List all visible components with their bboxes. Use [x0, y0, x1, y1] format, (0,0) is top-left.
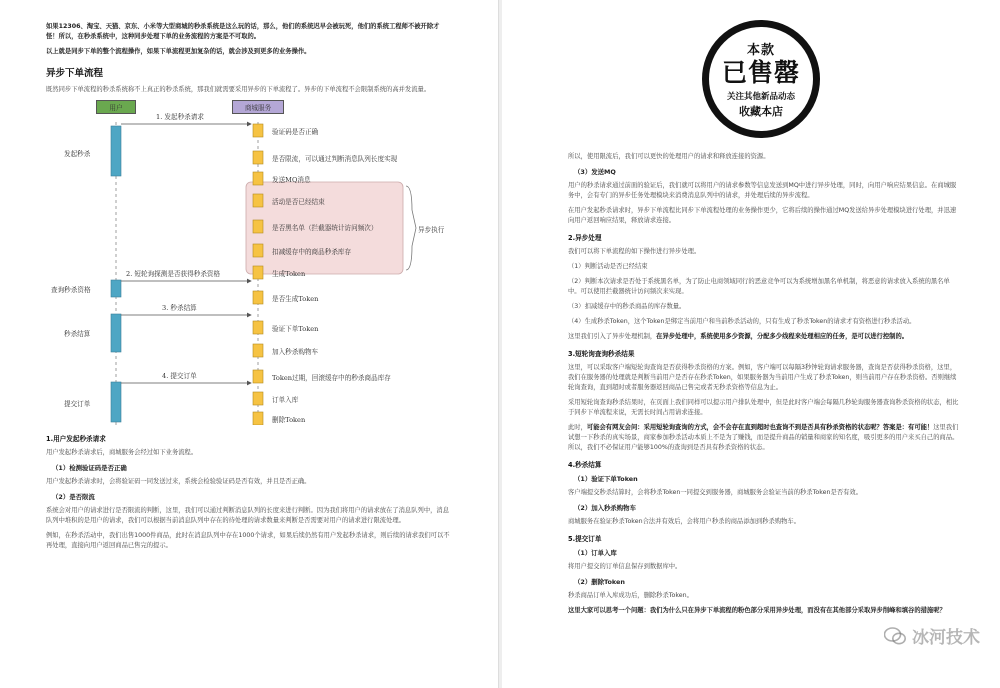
s1-title: 1.用户发起秒杀请求	[46, 435, 106, 443]
service-step-box	[253, 291, 263, 304]
service-step-box	[253, 220, 263, 233]
stamp-line-2: 已售罄	[721, 58, 800, 87]
s5-1-paragraph: 将用户提交的订单信息保存到数据库中。	[568, 563, 682, 570]
s2-note-b: 在异步处理中，系统使用多少资源，分配多少线程来处理相应的任务，是可以进行控制的。	[656, 333, 909, 340]
service-step-box	[253, 151, 263, 164]
service-step-label: 是否生成Token	[272, 295, 319, 303]
s3-paragraph-2: 采用短轮询查询秒杀结果时，在页面上我们同样可以提示用户排队处理中，但是此时客户端会每隔几秒轮询服务器查询秒杀资格的状态，相比于同步下单流程来说，无需长时间占用请求连接。	[568, 399, 959, 416]
stamp-line-1: 本款	[746, 43, 775, 58]
s5-2-title: （2）删除Token	[574, 578, 625, 586]
left-label-4: 提交订单	[64, 400, 91, 408]
intro-paragraph-2: 以上就是同步下单的整个流程操作，如果下单流程更加复杂的话，就会涉及到更多的业务操作。	[46, 48, 311, 55]
s4-2-paragraph: 商城服务在验证秒杀Token合法并有效后，会将用户秒杀的商品添加到秒杀购物车。	[568, 518, 801, 525]
msg-label-3: 3. 秒杀结算	[162, 304, 197, 312]
wechat-icon	[884, 627, 906, 645]
s5-1-title: （1）订单入库	[574, 549, 617, 557]
sequence-diagram	[46, 100, 446, 425]
s3-title: 3.短轮询查询秒杀结果	[568, 350, 635, 358]
watermark	[884, 623, 980, 648]
service-step-label: 发送MQ消息	[272, 176, 311, 184]
s1-2-paragraph-1: 系统会对用户的请求进行是否限流的判断，这里，我们可以通过判断消息队列的长度来进行判断。因为我们将用户的请求放在了消息队列中，消息队列中堆积的是用户的请求，我们可以根据当前消息队列中存在的待处理的请求数量来判断是否需要对用户的请求进行限流处理。	[46, 507, 449, 524]
service-step-box	[253, 392, 263, 405]
s4-1-title: （1）验证下单Token	[574, 475, 638, 483]
service-step-label: 是否限流，可以通过判断消息队列长度实现	[272, 155, 398, 163]
service-step-box	[253, 266, 263, 279]
user-activation-bar	[111, 314, 121, 352]
service-step-box	[253, 172, 263, 185]
s2-title: 2.异步处理	[568, 234, 602, 242]
left-label-3: 秒杀结算	[64, 330, 91, 338]
service-step-label: 扣减缓存中的商品秒杀库存	[272, 248, 352, 256]
r-p0: 所以，使用限流后，我们可以更快的处理用户的请求和释放连接的资源。	[568, 153, 770, 160]
service-step-box	[253, 344, 263, 357]
right-page	[502, 0, 1000, 688]
service-step-box	[253, 412, 263, 425]
stamp-line-4: 收藏本店	[739, 105, 783, 118]
left-label-2: 查询秒杀资格	[51, 286, 91, 294]
section-paragraph: 既然同步下单流程的秒杀系统称不上真正的秒杀系统，那我们就需要采用异步的下单流程了。异步的下单流程不会限制系统的高并发流量。	[46, 86, 431, 93]
service-step-box	[253, 244, 263, 257]
service-step-box	[253, 370, 263, 383]
service-step-label: Token过期，回滚缓存中的秒杀商品库存	[272, 374, 391, 382]
s3-paragraph-3	[568, 423, 960, 453]
msg-label-4: 4. 提交订单	[162, 372, 197, 380]
s2-note-a: 这里我们引入了异步处理机制，	[568, 333, 657, 340]
service-step-label: 是否黑名单（拦截器统计访问频次）	[272, 224, 378, 232]
section-title: 异步下单流程	[46, 68, 104, 79]
left-label-1: 发起秒杀	[64, 150, 91, 158]
user-activation-bar	[111, 126, 121, 176]
service-step-label: 活动是否已经结束	[272, 198, 325, 206]
mq-paragraph-1: 用户的秒杀请求通过前面的验证后，我们就可以将用户的请求参数等信息发送到MQ中进行异步处理，同时，向用户响应结果信息。在商城服务中，会有专门的异步任务处理模块来消费消息队列中的请求，并处理后续的异步流程。	[568, 182, 957, 199]
s1-1-paragraph: 用户发起秒杀请求时，会将验证码一同发送过来，系统会检验验证码是否有效，并且是否正确。	[46, 478, 311, 485]
s1-paragraph: 用户发起秒杀请求后，商城服务会经过如下业务流程。	[46, 449, 198, 456]
service-step-label: 加入秒杀购物车	[272, 348, 319, 356]
s4-title: 4.秒杀结算	[568, 461, 602, 469]
user-activation-bar	[111, 382, 121, 422]
s1-2-title: （2）是否限流	[52, 493, 95, 501]
async-label: 异步执行	[418, 226, 445, 234]
s2-paragraph: 我们可以将下单流程的如下操作进行异步处理。	[568, 248, 701, 255]
s4-2-title: （2）加入秒杀购物车	[574, 504, 636, 512]
s2-note	[568, 332, 960, 342]
s2-item-3: （3）扣减缓存中的秒杀商品的库存数量。	[568, 303, 686, 310]
s5-2-paragraph: 秒杀商品订单入库成功后，删除秒杀Token。	[568, 592, 693, 599]
stamp-line-3: 关注其他新品动态	[726, 92, 795, 102]
s4-1-paragraph: 客户端提交秒杀结算时，会将秒杀Token一同提交到服务器，商城服务会验证当前的秒杀Token是否有效。	[568, 489, 863, 496]
intro-paragraph-1: 如果12306、淘宝、天猫、京东、小米等大型商城的秒杀系统是这么玩的话，那么，他们的系统迟早会被玩死，他们的系统工程师不被开除才怪！所以，在秒杀系统中，这种同步处理下单的业务流程的方案是不可取的。	[46, 23, 440, 40]
s1-1-title: （1）检测验证码是否正确	[52, 464, 127, 472]
s3-p3-a: 此时，	[568, 424, 587, 431]
service-step-label: 验证下单Token	[272, 325, 319, 333]
s1-2-paragraph-2: 例如，在秒杀活动中，我们出售1000件商品，此时在消息队列中存在1000个请求，如果后续仍然有用户发起秒杀请求，则后续的请求我们可以不再处理，直接向用户返回商品已售完的提示。	[46, 532, 450, 549]
mq-paragraph-2: 在用户发起秒杀请求时，异步下单流程比同步下单流程处理的业务操作更少，它将后续的操作通过MQ发送给异步处理模块进行处理，并迅速向用户返回响应结果，释放请求连接。	[568, 207, 957, 224]
s2-item-2: （2）判断本次请求是否处于系统黑名单，为了防止电商领域同行的恶意竞争可以为系统增加黑名单机制，将恶意的请求放入系统的黑名单中。可以使用拦截器统计访问频次来实现。	[568, 278, 950, 295]
service-step-box	[253, 321, 263, 334]
s2-item-4: （4）生成秒杀Token，这个Token是绑定当前用户和当前秒杀活动的，只有生成了秒杀Token的请求才有资格进行秒杀活动。	[568, 318, 916, 325]
s3-p3-b: 可能会有网友会问：采用短轮询查询的方式，会不会存在直到超时也查询不到是否具有秒杀资格的状态呢？答案是：有可能！	[586, 424, 934, 431]
msg-label-1: 1. 发起秒杀请求	[156, 113, 204, 121]
user-activation-bar	[111, 280, 121, 297]
service-step-label: 订单入库	[272, 396, 299, 404]
s5-title: 5.提交订单	[568, 535, 602, 543]
sold-out-stamp	[702, 20, 820, 138]
async-brace	[406, 186, 416, 270]
s5-final: 这里大家可以思考一个问题：我们为什么只在异步下单流程的粉色部分采用异步处理，而没有在其他部分采取异步削峰和填谷的措施呢？	[568, 607, 946, 614]
left-page	[0, 0, 498, 688]
service-step-box	[253, 194, 263, 207]
msg-label-2: 2. 短轮询探测是否获得秒杀资格	[126, 270, 221, 278]
mq-title: （3）发送MQ	[574, 168, 616, 176]
s3-p3-c: 这里我们试想一下秒杀的真实场景，商家参加秒杀活动本质上不是为了赚钱，而是提升商品的销量和商家的知名度，吸引更多的用户来买自己的商品。所以，我们不必保证用户能够100%的查询到是否具有秒杀资格的状态。	[568, 424, 959, 451]
stamp-circle	[702, 20, 820, 138]
service-step-label: 删除Token	[272, 416, 306, 424]
s2-item-1: （1）判断活动是否已经结束	[568, 263, 648, 270]
lane-header-service: 商城服务	[232, 100, 284, 114]
service-step-label: 验证码是否正确	[272, 128, 319, 136]
watermark-text: 冰河技术	[912, 628, 980, 648]
service-step-label: 生成Token	[272, 270, 306, 278]
s3-paragraph-1: 这里，可以采取客户端短轮询查询是否获得秒杀资格的方案。例如，客户端可以每隔3秒钟轮询请求服务器，查询是否获得秒杀资格，这里，我们在服务器的处理就是判断当前用户是否存在秒杀Token，如果服务器为当前用户生成了秒杀Token，则当前用户存在秒杀资格。否则继续轮询查询，直到超时或者服务器返回商品已售完或者无秒杀资格等信息为止。	[568, 364, 957, 391]
lane-header-user: 用户	[96, 100, 136, 114]
service-step-box	[253, 124, 263, 137]
